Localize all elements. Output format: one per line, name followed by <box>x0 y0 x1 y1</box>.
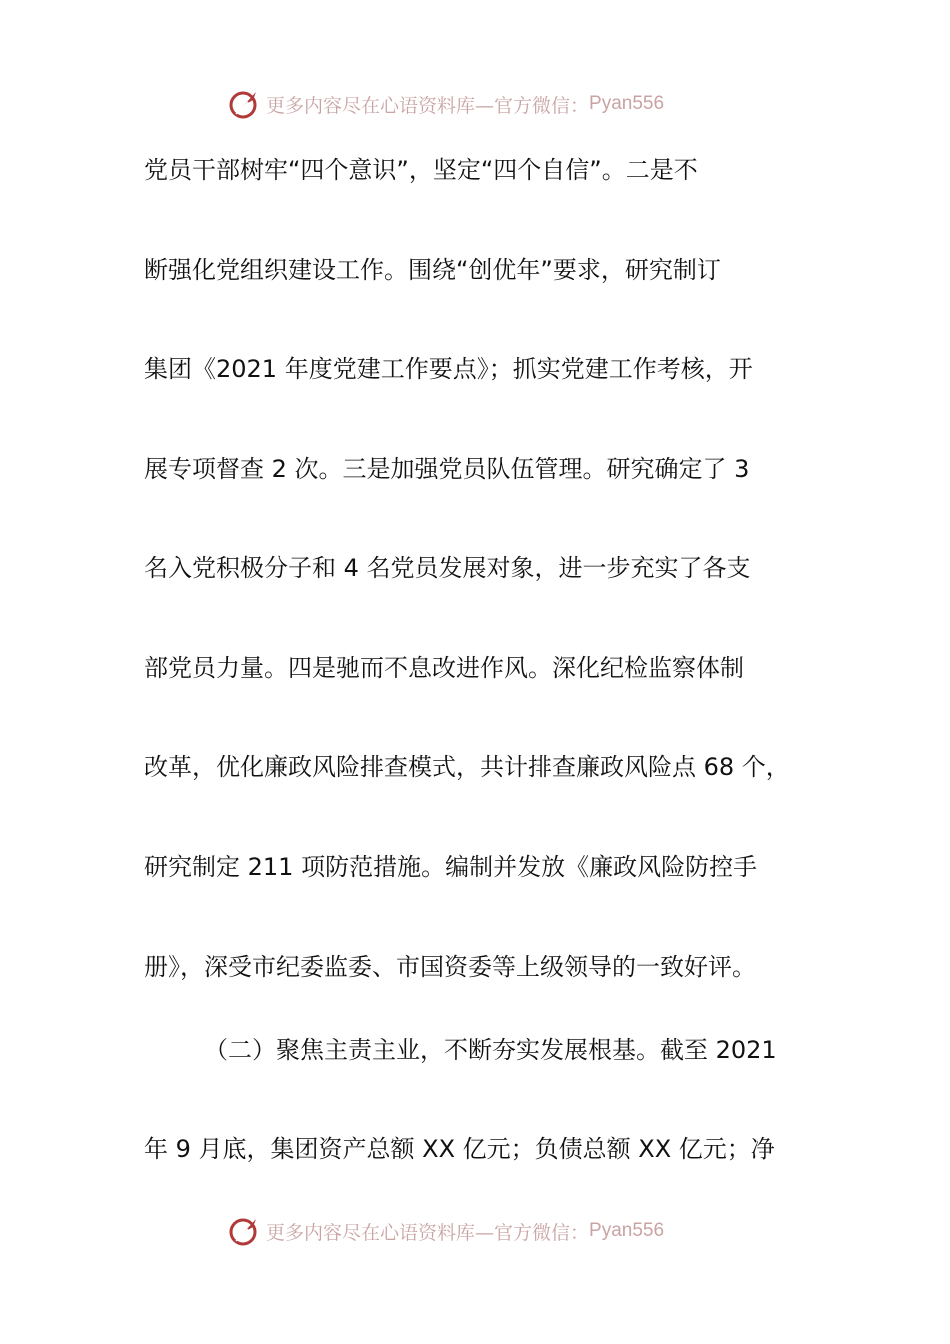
watermark-text: 更多内容尽在心语资料库—官方微信： <box>266 94 590 117</box>
watermark-text: 更多内容尽在心语资料库—官方微信： <box>266 1221 590 1244</box>
text-line-2: 断强化党组织建设工作。围绕“创优年”要求，研究制订 <box>144 256 721 284</box>
text-line-3: 集团《2021 年度党建工作要点》；抓实党建工作考核，开 <box>144 355 753 383</box>
text-line-8: 研究制定 211 项防范措施。编制并发放《廉政风险防控手 <box>144 853 758 881</box>
quill-logo-icon <box>226 1213 262 1249</box>
watermark-wechat-id: Pyan556 <box>589 1220 665 1241</box>
watermark-wechat-id: Pyan556 <box>589 93 665 114</box>
footer-watermark <box>226 1211 664 1251</box>
text-line-9: 册》，深受市纪委监委、市国资委等上级领导的一致好评。 <box>144 953 756 981</box>
text-line-5: 名入党积极分子和 4 名党员发展对象，进一步充实了各支 <box>144 554 751 582</box>
text-line-7: 改革，优化廉政风险排查模式，共计排查廉政风险点 68 个， <box>144 753 790 781</box>
text-line-1: 党员干部树牢“四个意识”，坚定“四个自信”。二是不 <box>144 156 698 184</box>
text-line-11: 年 9 月底，集团资产总额 XX 亿元；负债总额 XX 亿元；净 <box>144 1135 775 1163</box>
text-line-10: （二）聚焦主责主业，不断夯实发展根基。截至 2021 <box>204 1036 777 1064</box>
header-watermark <box>226 84 664 124</box>
quill-logo-icon <box>226 86 262 122</box>
text-line-6: 部党员力量。四是驰而不息改进作风。深化纪检监察体制 <box>144 654 744 682</box>
text-line-4: 展专项督查 2 次。三是加强党员队伍管理。研究确定了 3 <box>144 455 750 483</box>
